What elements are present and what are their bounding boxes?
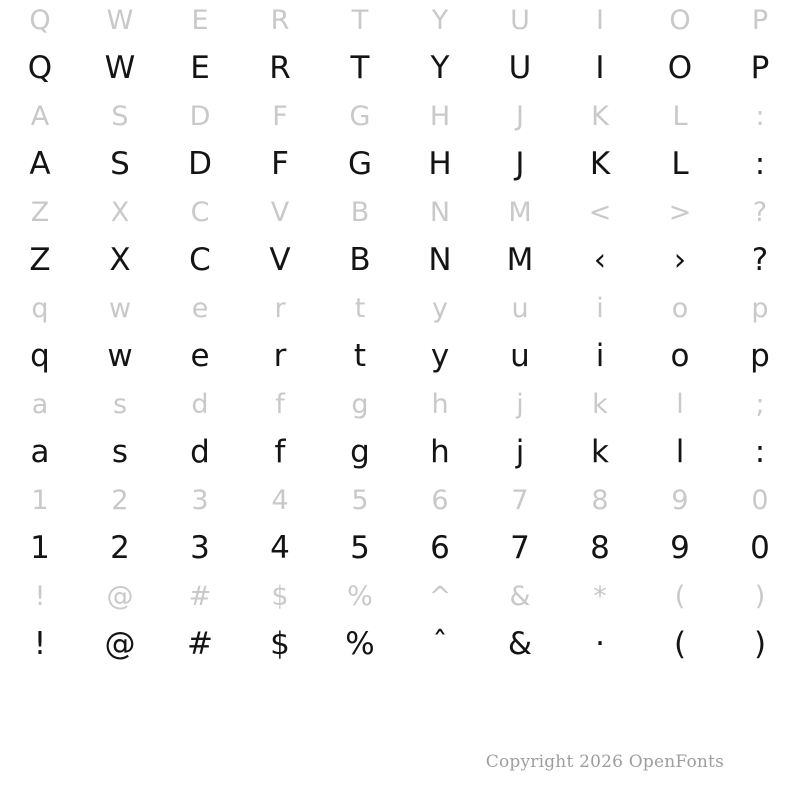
specimen-glyph: B xyxy=(349,242,371,278)
glyph-cell xyxy=(400,480,480,576)
glyph-cell xyxy=(320,576,400,672)
reference-character: 1 xyxy=(31,485,49,516)
specimen-glyph: t xyxy=(353,338,367,374)
specimen-glyph: u xyxy=(510,338,530,374)
glyph-cell xyxy=(560,480,640,576)
specimen-glyph: W xyxy=(104,50,136,86)
glyph-cell xyxy=(320,480,400,576)
specimen-glyph: k xyxy=(591,434,609,470)
glyph-cell xyxy=(240,192,320,288)
glyph-cell xyxy=(240,576,320,672)
specimen-glyph: y xyxy=(430,338,450,374)
glyph-cell xyxy=(240,480,320,576)
reference-character: O xyxy=(669,5,691,36)
specimen-glyph: E xyxy=(190,50,210,86)
specimen-glyph: a xyxy=(30,434,50,470)
reference-character: 7 xyxy=(511,485,529,516)
reference-character: < xyxy=(588,197,612,228)
glyph-cell xyxy=(480,480,560,576)
glyph-cell xyxy=(640,96,720,192)
reference-character: w xyxy=(108,293,132,324)
glyph-cell xyxy=(0,480,80,576)
specimen-glyph: 9 xyxy=(670,530,690,566)
specimen-glyph: l xyxy=(675,434,685,470)
reference-character: 6 xyxy=(431,485,449,516)
glyph-cell xyxy=(0,96,80,192)
reference-character: W xyxy=(106,5,134,36)
reference-character: o xyxy=(671,293,689,324)
glyph-cell xyxy=(480,0,560,96)
reference-character: s xyxy=(112,389,128,420)
reference-character: M xyxy=(508,197,532,228)
specimen-glyph: g xyxy=(350,434,370,470)
glyph-cell xyxy=(640,192,720,288)
reference-character: ; xyxy=(755,389,765,420)
specimen-glyph: Q xyxy=(27,50,53,86)
reference-character: 3 xyxy=(191,485,209,516)
reference-character: 5 xyxy=(351,485,369,516)
glyph-cell xyxy=(400,192,480,288)
specimen-glyph: ? xyxy=(751,242,769,278)
glyph-cell xyxy=(320,288,400,384)
reference-character: K xyxy=(591,101,609,132)
specimen-glyph: ) xyxy=(753,626,767,662)
reference-character: q xyxy=(31,293,49,324)
glyph-cell xyxy=(160,480,240,576)
reference-character: E xyxy=(191,5,209,36)
specimen-glyph: f xyxy=(274,434,286,470)
specimen-glyph: J xyxy=(515,146,525,182)
glyph-cell xyxy=(560,576,640,672)
reference-character: 9 xyxy=(671,485,689,516)
specimen-glyph: › xyxy=(673,242,687,278)
glyph-cell xyxy=(80,192,160,288)
glyph-cell xyxy=(160,0,240,96)
reference-character: C xyxy=(190,197,210,228)
reference-character: # xyxy=(188,581,212,612)
specimen-glyph: # xyxy=(187,626,213,662)
glyph-cell xyxy=(80,576,160,672)
glyph-cell xyxy=(240,0,320,96)
specimen-glyph: A xyxy=(29,146,51,182)
specimen-glyph: L xyxy=(671,146,689,182)
glyph-cell xyxy=(0,576,80,672)
glyph-cell xyxy=(160,192,240,288)
specimen-glyph: Z xyxy=(29,242,51,278)
reference-character: % xyxy=(347,581,373,612)
specimen-glyph: % xyxy=(345,626,375,662)
reference-character: Q xyxy=(29,5,51,36)
glyph-cell xyxy=(80,0,160,96)
reference-character: i xyxy=(596,293,604,324)
glyph-cell xyxy=(0,384,80,480)
glyph-cell xyxy=(480,96,560,192)
reference-character: @ xyxy=(106,581,134,612)
reference-character: G xyxy=(349,101,371,132)
glyph-cell xyxy=(240,96,320,192)
reference-character: 4 xyxy=(271,485,289,516)
glyph-cell xyxy=(80,480,160,576)
specimen-glyph: Y xyxy=(430,50,450,86)
specimen-glyph: 7 xyxy=(510,530,530,566)
glyph-cell xyxy=(640,480,720,576)
reference-character: a xyxy=(31,389,49,420)
glyph-cell xyxy=(720,288,800,384)
reference-character: 8 xyxy=(591,485,609,516)
glyph-cell xyxy=(80,384,160,480)
reference-character: k xyxy=(592,389,608,420)
reference-character: : xyxy=(755,101,765,132)
specimen-glyph: 0 xyxy=(750,530,770,566)
specimen-glyph: U xyxy=(508,50,532,86)
glyph-cell xyxy=(320,96,400,192)
specimen-glyph: S xyxy=(110,146,130,182)
specimen-glyph: & xyxy=(507,626,533,662)
reference-character: t xyxy=(354,293,366,324)
reference-character: R xyxy=(270,5,290,36)
glyph-cell xyxy=(240,288,320,384)
reference-character: h xyxy=(431,389,449,420)
glyph-cell xyxy=(720,96,800,192)
specimen-glyph: r xyxy=(273,338,287,374)
glyph-cell xyxy=(400,576,480,672)
specimen-glyph: : xyxy=(754,146,766,182)
copyright-footer: Copyright 2026 OpenFonts xyxy=(485,752,724,772)
reference-character: ? xyxy=(752,197,768,228)
glyph-cell xyxy=(640,0,720,96)
glyph-cell xyxy=(480,192,560,288)
specimen-glyph: M xyxy=(506,242,534,278)
reference-character: N xyxy=(429,197,451,228)
glyph-cell xyxy=(0,192,80,288)
specimen-glyph: 1 xyxy=(30,530,50,566)
reference-character: X xyxy=(110,197,130,228)
glyph-cell xyxy=(560,288,640,384)
glyph-cell xyxy=(720,192,800,288)
specimen-glyph: X xyxy=(109,242,131,278)
reference-character: u xyxy=(511,293,529,324)
specimen-glyph: H xyxy=(428,146,452,182)
glyph-cell xyxy=(560,192,640,288)
glyph-cell xyxy=(560,96,640,192)
glyph-cell xyxy=(480,384,560,480)
glyph-cell xyxy=(160,288,240,384)
reference-character: J xyxy=(516,101,524,132)
reference-character: F xyxy=(272,101,288,132)
specimen-glyph: p xyxy=(750,338,770,374)
glyph-cell xyxy=(560,0,640,96)
glyph-cell xyxy=(400,0,480,96)
glyph-cell xyxy=(400,288,480,384)
reference-character: ( xyxy=(674,581,686,612)
glyph-cell xyxy=(160,96,240,192)
reference-character: P xyxy=(751,5,769,36)
specimen-glyph: V xyxy=(269,242,291,278)
glyph-cell xyxy=(240,384,320,480)
glyph-cell xyxy=(640,288,720,384)
reference-character: r xyxy=(274,293,286,324)
reference-character: g xyxy=(351,389,369,420)
specimen-glyph: ‹ xyxy=(593,242,607,278)
reference-character: Y xyxy=(431,5,449,36)
specimen-glyph: C xyxy=(189,242,211,278)
glyph-cell xyxy=(160,576,240,672)
specimen-glyph: : xyxy=(754,434,766,470)
reference-character: * xyxy=(593,581,607,612)
reference-character: 2 xyxy=(111,485,129,516)
reference-character: e xyxy=(191,293,209,324)
glyph-cell xyxy=(400,96,480,192)
glyph-cell xyxy=(480,576,560,672)
glyph-cell xyxy=(720,0,800,96)
specimen-glyph: 4 xyxy=(270,530,290,566)
reference-character: y xyxy=(432,293,448,324)
reference-character: $ xyxy=(271,581,289,612)
glyph-cell xyxy=(400,384,480,480)
specimen-glyph: ! xyxy=(33,626,47,662)
glyph-cell xyxy=(0,288,80,384)
reference-character: ! xyxy=(34,581,46,612)
glyph-cell xyxy=(720,576,800,672)
specimen-glyph: K xyxy=(589,146,611,182)
glyph-cell xyxy=(640,384,720,480)
reference-character: 0 xyxy=(751,485,769,516)
reference-character: > xyxy=(668,197,692,228)
reference-character: H xyxy=(429,101,451,132)
specimen-glyph: D xyxy=(188,146,212,182)
glyph-cell xyxy=(160,384,240,480)
reference-character: L xyxy=(672,101,688,132)
specimen-glyph: · xyxy=(595,626,605,662)
specimen-glyph: F xyxy=(271,146,289,182)
specimen-glyph: i xyxy=(595,338,605,374)
glyph-cell xyxy=(0,0,80,96)
reference-character: j xyxy=(516,389,524,420)
glyph-cell xyxy=(80,288,160,384)
specimen-glyph: s xyxy=(111,434,129,470)
specimen-glyph: ˆ xyxy=(432,626,448,662)
specimen-glyph: j xyxy=(515,434,525,470)
specimen-glyph: e xyxy=(190,338,210,374)
specimen-glyph: w xyxy=(107,338,133,374)
reference-character: T xyxy=(351,5,369,36)
specimen-glyph: ( xyxy=(673,626,687,662)
specimen-glyph: R xyxy=(269,50,291,86)
reference-character: & xyxy=(509,581,531,612)
reference-character: D xyxy=(189,101,211,132)
specimen-glyph: d xyxy=(190,434,210,470)
reference-character: d xyxy=(191,389,209,420)
reference-character: f xyxy=(275,389,285,420)
specimen-glyph: o xyxy=(670,338,690,374)
reference-character: I xyxy=(596,5,604,36)
reference-character: U xyxy=(510,5,530,36)
reference-character: l xyxy=(676,389,684,420)
specimen-glyph: q xyxy=(30,338,50,374)
specimen-glyph: G xyxy=(347,146,373,182)
glyph-cell xyxy=(320,384,400,480)
specimen-glyph: 2 xyxy=(110,530,130,566)
reference-character: p xyxy=(751,293,769,324)
specimen-glyph: 6 xyxy=(430,530,450,566)
reference-character: S xyxy=(111,101,129,132)
specimen-glyph: 5 xyxy=(350,530,370,566)
glyph-cell xyxy=(720,480,800,576)
glyph-cell xyxy=(560,384,640,480)
specimen-glyph: $ xyxy=(270,626,290,662)
specimen-glyph: h xyxy=(430,434,450,470)
glyph-cell xyxy=(480,288,560,384)
reference-character: ) xyxy=(754,581,766,612)
specimen-glyph: @ xyxy=(104,626,136,662)
reference-character: A xyxy=(30,101,50,132)
glyph-cell xyxy=(320,0,400,96)
specimen-glyph: 3 xyxy=(190,530,210,566)
specimen-glyph: I xyxy=(595,50,605,86)
specimen-glyph: 8 xyxy=(590,530,610,566)
glyph-cell xyxy=(80,96,160,192)
reference-character: B xyxy=(350,197,370,228)
reference-character: ^ xyxy=(428,581,452,612)
specimen-glyph: O xyxy=(667,50,693,86)
glyph-cell xyxy=(720,384,800,480)
reference-character: Z xyxy=(30,197,50,228)
specimen-glyph: T xyxy=(350,50,370,86)
glyph-cell xyxy=(640,576,720,672)
glyph-cell xyxy=(320,192,400,288)
specimen-glyph: N xyxy=(428,242,452,278)
reference-character: V xyxy=(270,197,290,228)
specimen-glyph: P xyxy=(750,50,770,86)
